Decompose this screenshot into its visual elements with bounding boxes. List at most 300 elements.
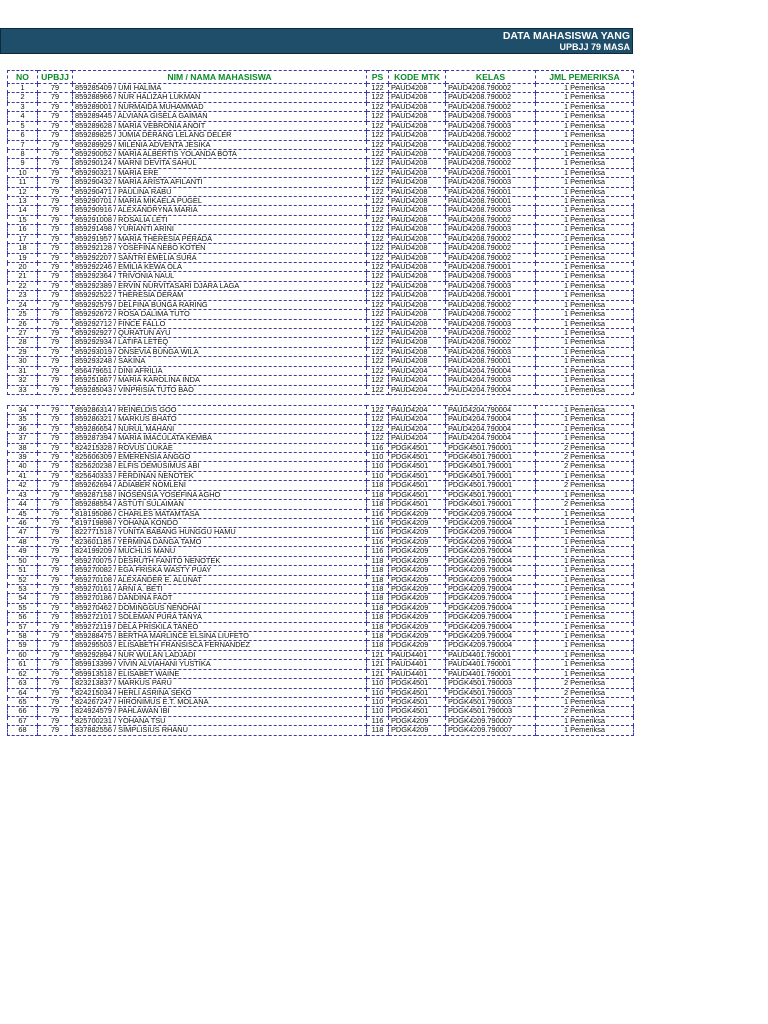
cell-kelas: PAUD4204.790004 (446, 434, 536, 443)
cell-jml-pemeriksa: 1 Pemeriksa (536, 415, 634, 424)
cell-ps: 122 (367, 424, 389, 433)
cell-ps: 116 (367, 528, 389, 537)
table-row (8, 462, 634, 471)
student-table (7, 70, 634, 736)
cell-kelas: PAUD4208.790002 (446, 84, 536, 93)
cell-nim-nama: 859270082 / EGA FRISKA WASTY PUAY (73, 566, 367, 575)
cell-upbjj: 79 (38, 215, 73, 224)
cell-ps: 118 (367, 594, 389, 603)
cell-ps: 122 (367, 149, 389, 158)
table-row (8, 594, 634, 603)
cell-upbjj: 79 (38, 112, 73, 121)
table-row (8, 603, 634, 612)
cell-kode-mtk: PAUD4401 (389, 660, 446, 669)
cell-upbjj: 79 (38, 168, 73, 177)
cell-nim-nama: 824215034 / HERLI ASRINA SEKO (73, 688, 367, 697)
cell-kode-mtk: PAUD4208 (389, 121, 446, 130)
table-row (8, 490, 634, 499)
cell-jml-pemeriksa: 1 Pemeriksa (536, 716, 634, 725)
cell-no: 17 (8, 234, 38, 243)
cell-nim-nama: 859292128 / YOSEFINA NEBO KOTEN (73, 244, 367, 253)
cell-jml-pemeriksa: 1 Pemeriksa (536, 291, 634, 300)
table-row (8, 112, 634, 121)
cell-upbjj: 79 (38, 547, 73, 556)
table-row (8, 159, 634, 168)
cell-ps: 122 (367, 84, 389, 93)
cell-kelas: PDGK4209.790004 (446, 632, 536, 641)
cell-kode-mtk: PAUD4208 (389, 93, 446, 102)
cell-upbjj: 79 (38, 225, 73, 234)
page-break-gap (8, 394, 634, 405)
cell-no: 44 (8, 500, 38, 509)
cell-ps: 118 (367, 726, 389, 735)
cell-no: 11 (8, 178, 38, 187)
cell-kelas: PAUD4208.790003 (446, 281, 536, 290)
cell-jml-pemeriksa: 1 Pemeriksa (536, 434, 634, 443)
cell-no: 37 (8, 434, 38, 443)
table-row (8, 319, 634, 328)
cell-upbjj: 79 (38, 149, 73, 158)
cell-ps: 122 (367, 102, 389, 111)
table-body (8, 84, 634, 736)
cell-kelas: PDGK4209.790004 (446, 594, 536, 603)
cell-upbjj: 79 (38, 584, 73, 593)
cell-jml-pemeriksa: 2 Pemeriksa (536, 688, 634, 697)
cell-upbjj: 79 (38, 405, 73, 414)
cell-kode-mtk: PAUD4208 (389, 84, 446, 93)
cell-ps: 118 (367, 632, 389, 641)
cell-jml-pemeriksa: 1 Pemeriksa (536, 310, 634, 319)
cell-jml-pemeriksa: 1 Pemeriksa (536, 178, 634, 187)
cell-kode-mtk: PAUD4208 (389, 319, 446, 328)
cell-jml-pemeriksa: 2 Pemeriksa (536, 443, 634, 452)
cell-upbjj: 79 (38, 434, 73, 443)
cell-kode-mtk: PAUD4208 (389, 281, 446, 290)
cell-kelas: PAUD4208.790001 (446, 187, 536, 196)
cell-jml-pemeriksa: 1 Pemeriksa (536, 357, 634, 366)
table-row (8, 518, 634, 527)
cell-no: 39 (8, 453, 38, 462)
cell-upbjj: 79 (38, 415, 73, 424)
cell-kelas: PDGK4501.790003 (446, 698, 536, 707)
table-row (8, 168, 634, 177)
cell-kode-mtk: PAUD4208 (389, 347, 446, 356)
cell-no: 18 (8, 244, 38, 253)
cell-jml-pemeriksa: 1 Pemeriksa (536, 556, 634, 565)
cell-nim-nama: 859289445 / ALVIANA GISELA GAIMAN (73, 112, 367, 121)
cell-nim-nama: 859289825 / JUMIA DERANG LELANG DELER (73, 131, 367, 140)
cell-kelas: PDGK4501.790001 (446, 453, 536, 462)
cell-kode-mtk: PAUD4208 (389, 272, 446, 281)
cell-upbjj: 79 (38, 471, 73, 480)
cell-upbjj: 79 (38, 500, 73, 509)
cell-kode-mtk: PDGK4501 (389, 707, 446, 716)
cell-no: 28 (8, 338, 38, 347)
cell-nim-nama: 859292579 / DELFINA BUNGA RARING (73, 300, 367, 309)
cell-kelas: PAUD4208.790002 (446, 253, 536, 262)
cell-no: 24 (8, 300, 38, 309)
cell-kode-mtk: PDGK4209 (389, 584, 446, 593)
cell-kelas: PDGK4501.790001 (446, 462, 536, 471)
cell-kelas: PDGK4501.790003 (446, 707, 536, 716)
cell-kelas: PDGK4209.790004 (446, 518, 536, 527)
cell-ps: 122 (367, 140, 389, 149)
cell-upbjj: 79 (38, 641, 73, 650)
cell-nim-nama: 824267247 / HIRONIMUS E.T. MOLANA (73, 698, 367, 707)
cell-jml-pemeriksa: 1 Pemeriksa (536, 328, 634, 337)
cell-no: 19 (8, 253, 38, 262)
cell-ps: 122 (367, 272, 389, 281)
cell-kode-mtk: PAUD4208 (389, 357, 446, 366)
cell-nim-nama: 859285409 / UMI HALIMA (73, 84, 367, 93)
cell-nim-nama: 859270075 / DESRUTH FANITO NENOTEK (73, 556, 367, 565)
cell-jml-pemeriksa: 1 Pemeriksa (536, 187, 634, 196)
cell-no: 67 (8, 716, 38, 725)
cell-ps: 122 (367, 300, 389, 309)
cell-no: 66 (8, 707, 38, 716)
cell-kode-mtk: PDGK4501 (389, 688, 446, 697)
table-row (8, 575, 634, 584)
cell-kelas: PDGK4209.790007 (446, 726, 536, 735)
cell-jml-pemeriksa: 2 Pemeriksa (536, 707, 634, 716)
cell-jml-pemeriksa: 1 Pemeriksa (536, 726, 634, 735)
cell-upbjj: 79 (38, 528, 73, 537)
cell-kelas: PAUD4208.790003 (446, 319, 536, 328)
cell-jml-pemeriksa: 1 Pemeriksa (536, 613, 634, 622)
cell-no: 68 (8, 726, 38, 735)
header-jml-pemeriksa: JML PEMERIKSA (536, 71, 634, 84)
cell-ps: 122 (367, 187, 389, 196)
cell-jml-pemeriksa: 1 Pemeriksa (536, 253, 634, 262)
cell-kode-mtk: PAUD4208 (389, 291, 446, 300)
cell-no: 29 (8, 347, 38, 356)
cell-no: 42 (8, 481, 38, 490)
cell-nim-nama: 859286314 / REINELDIS GOO (73, 405, 367, 414)
cell-upbjj: 79 (38, 93, 73, 102)
cell-kode-mtk: PDGK4501 (389, 471, 446, 480)
cell-kode-mtk: PAUD4208 (389, 140, 446, 149)
cell-nim-nama: 859270161 / ARNI A. BETI (73, 584, 367, 593)
cell-no: 14 (8, 206, 38, 215)
cell-no: 48 (8, 537, 38, 546)
cell-ps: 118 (367, 575, 389, 584)
cell-kode-mtk: PAUD4208 (389, 206, 446, 215)
cell-ps: 122 (367, 168, 389, 177)
cell-jml-pemeriksa: 1 Pemeriksa (536, 584, 634, 593)
table-row (8, 707, 634, 716)
cell-nim-nama: 824199209 / MUCHLIS MANU (73, 547, 367, 556)
cell-kelas: PAUD4208.790002 (446, 140, 536, 149)
cell-upbjj: 79 (38, 688, 73, 697)
cell-upbjj: 79 (38, 566, 73, 575)
cell-nim-nama: 859291498 / YURIANTI ARINI (73, 225, 367, 234)
cell-kelas: PDGK4209.790004 (446, 603, 536, 612)
cell-nim-nama: 859288475 / BERTHA MARLINCE ELSINA LIUFETO (73, 632, 367, 641)
cell-ps: 122 (367, 197, 389, 206)
table-row (8, 679, 634, 688)
cell-upbjj: 79 (38, 376, 73, 385)
cell-upbjj: 79 (38, 594, 73, 603)
cell-kode-mtk: PAUD4208 (389, 253, 446, 262)
cell-ps: 116 (367, 518, 389, 527)
cell-ps: 122 (367, 281, 389, 290)
cell-upbjj: 79 (38, 300, 73, 309)
cell-ps: 122 (367, 112, 389, 121)
cell-no: 36 (8, 424, 38, 433)
cell-ps: 122 (367, 253, 389, 262)
table-row (8, 93, 634, 102)
cell-kelas: PAUD4204.790004 (446, 415, 536, 424)
cell-upbjj: 79 (38, 366, 73, 375)
cell-kelas: PAUD4208.790002 (446, 310, 536, 319)
cell-nim-nama: 859251867 / MARIA KAROLINA INDA (73, 376, 367, 385)
cell-jml-pemeriksa: 1 Pemeriksa (536, 131, 634, 140)
cell-ps: 121 (367, 660, 389, 669)
cell-kelas: PAUD4401.790001 (446, 660, 536, 669)
cell-jml-pemeriksa: 1 Pemeriksa (536, 698, 634, 707)
cell-kode-mtk: PDGK4501 (389, 453, 446, 462)
table-row (8, 547, 634, 556)
table-row (8, 300, 634, 309)
cell-nim-nama: 859290052 / MARIA ALBERTIS YOLANDA BOTA (73, 149, 367, 158)
cell-nim-nama: 825640333 / FERDINAN NENOTEK (73, 471, 367, 480)
cell-ps: 122 (367, 357, 389, 366)
cell-upbjj: 79 (38, 650, 73, 659)
cell-upbjj: 79 (38, 490, 73, 499)
cell-nim-nama: 856479651 / DINI AFRILIA (73, 366, 367, 375)
cell-no: 43 (8, 490, 38, 499)
cell-ps: 116 (367, 547, 389, 556)
cell-no: 4 (8, 112, 38, 121)
cell-ps: 118 (367, 603, 389, 612)
cell-kelas: PAUD4204.790004 (446, 385, 536, 394)
cell-no: 45 (8, 509, 38, 518)
cell-ps: 118 (367, 490, 389, 499)
cell-upbjj: 79 (38, 632, 73, 641)
cell-upbjj: 79 (38, 509, 73, 518)
table-row (8, 121, 634, 130)
cell-jml-pemeriksa: 1 Pemeriksa (536, 471, 634, 480)
cell-kode-mtk: PDGK4209 (389, 528, 446, 537)
table-row (8, 263, 634, 272)
cell-kode-mtk: PDGK4501 (389, 443, 446, 452)
cell-nim-nama: 859292894 / NUR WULAN LADJADI (73, 650, 367, 659)
cell-kelas: PAUD4208.790002 (446, 102, 536, 111)
cell-jml-pemeriksa: 1 Pemeriksa (536, 300, 634, 309)
header-no: NO (8, 71, 38, 84)
cell-jml-pemeriksa: 1 Pemeriksa (536, 660, 634, 669)
cell-kode-mtk: PAUD4208 (389, 310, 446, 319)
cell-upbjj: 79 (38, 726, 73, 735)
cell-kelas: PDGK4209.790004 (446, 613, 536, 622)
cell-ps: 122 (367, 415, 389, 424)
cell-no: 5 (8, 121, 38, 130)
cell-no: 23 (8, 291, 38, 300)
table-row (8, 253, 634, 262)
cell-kelas: PDGK4209.790004 (446, 566, 536, 575)
cell-no: 32 (8, 376, 38, 385)
cell-kode-mtk: PAUD4208 (389, 263, 446, 272)
table-row (8, 434, 634, 443)
table-row (8, 443, 634, 452)
cell-kelas: PAUD4208.790002 (446, 338, 536, 347)
cell-jml-pemeriksa: 1 Pemeriksa (536, 366, 634, 375)
cell-jml-pemeriksa: 1 Pemeriksa (536, 244, 634, 253)
cell-kode-mtk: PDGK4209 (389, 726, 446, 735)
cell-kode-mtk: PAUD4401 (389, 650, 446, 659)
table-row (8, 622, 634, 631)
cell-no: 13 (8, 197, 38, 206)
table-row (8, 613, 634, 622)
cell-kelas: PAUD4208.790003 (446, 272, 536, 281)
cell-upbjj: 79 (38, 707, 73, 716)
cell-jml-pemeriksa: 1 Pemeriksa (536, 641, 634, 650)
cell-upbjj: 79 (38, 178, 73, 187)
cell-nim-nama: 859291957 / MARIA THERESIA PERADA (73, 234, 367, 243)
cell-jml-pemeriksa: 2 Pemeriksa (536, 481, 634, 490)
cell-kode-mtk: PAUD4401 (389, 669, 446, 678)
cell-upbjj: 79 (38, 328, 73, 337)
cell-upbjj: 79 (38, 310, 73, 319)
cell-ps: 118 (367, 500, 389, 509)
cell-nim-nama: 859270108 / ALEXANDER E. ALUNAT (73, 575, 367, 584)
cell-jml-pemeriksa: 2 Pemeriksa (536, 500, 634, 509)
table-row (8, 291, 634, 300)
cell-upbjj: 79 (38, 698, 73, 707)
cell-upbjj: 79 (38, 679, 73, 688)
cell-no: 65 (8, 698, 38, 707)
cell-upbjj: 79 (38, 291, 73, 300)
cell-upbjj: 79 (38, 347, 73, 356)
cell-jml-pemeriksa: 2 Pemeriksa (536, 462, 634, 471)
cell-kelas: PAUD4208.790003 (446, 347, 536, 356)
cell-kode-mtk: PDGK4501 (389, 481, 446, 490)
cell-ps: 122 (367, 244, 389, 253)
cell-upbjj: 79 (38, 187, 73, 196)
cell-kelas: PAUD4208.790003 (446, 178, 536, 187)
cell-no: 64 (8, 688, 38, 697)
cell-nim-nama: 859287158 / INOSENSIA YOSEFINA AGHO (73, 490, 367, 499)
cell-ps: 122 (367, 159, 389, 168)
table-row (8, 366, 634, 375)
cell-kode-mtk: PAUD4208 (389, 187, 446, 196)
cell-jml-pemeriksa: 1 Pemeriksa (536, 424, 634, 433)
cell-kode-mtk: PDGK4209 (389, 613, 446, 622)
cell-jml-pemeriksa: 1 Pemeriksa (536, 112, 634, 121)
cell-kode-mtk: PDGK4501 (389, 698, 446, 707)
cell-kode-mtk: PDGK4209 (389, 518, 446, 527)
cell-kelas: PAUD4208.790001 (446, 357, 536, 366)
cell-jml-pemeriksa: 1 Pemeriksa (536, 566, 634, 575)
table-row (8, 584, 634, 593)
cell-ps: 116 (367, 443, 389, 452)
cell-nim-nama: 859289001 / NURMAIDA MUHAMMAD (73, 102, 367, 111)
cell-jml-pemeriksa: 1 Pemeriksa (536, 632, 634, 641)
cell-nim-nama: 859290701 / MARIA MIKAELA PUGEL (73, 197, 367, 206)
cell-upbjj: 79 (38, 518, 73, 527)
cell-no: 3 (8, 102, 38, 111)
table-row (8, 385, 634, 394)
cell-no: 35 (8, 415, 38, 424)
cell-kelas: PAUD4208.790002 (446, 215, 536, 224)
table-row (8, 140, 634, 149)
cell-nim-nama: 859289628 / MARIA VEBRONIA ANOIT (73, 121, 367, 130)
cell-kelas: PDGK4209.790007 (446, 716, 536, 725)
cell-ps: 122 (367, 178, 389, 187)
cell-upbjj: 79 (38, 140, 73, 149)
cell-ps: 118 (367, 584, 389, 593)
cell-no: 1 (8, 84, 38, 93)
cell-kode-mtk: PAUD4208 (389, 168, 446, 177)
table-row (8, 632, 634, 641)
cell-kode-mtk: PAUD4208 (389, 300, 446, 309)
cell-nim-nama: 823213837 / MARKUS PARU (73, 679, 367, 688)
cell-kode-mtk: PAUD4208 (389, 178, 446, 187)
cell-kelas: PDGK4209.790004 (446, 622, 536, 631)
table-row (8, 149, 634, 158)
cell-jml-pemeriksa: 1 Pemeriksa (536, 376, 634, 385)
cell-nim-nama: 823601185 / YERMINA DANGA TAMO (73, 537, 367, 546)
cell-jml-pemeriksa: 1 Pemeriksa (536, 93, 634, 102)
cell-upbjj: 79 (38, 453, 73, 462)
table-row (8, 716, 634, 725)
cell-jml-pemeriksa: 1 Pemeriksa (536, 272, 634, 281)
cell-kode-mtk: PDGK4209 (389, 509, 446, 518)
cell-kelas: PDGK4501.790001 (446, 481, 536, 490)
cell-no: 61 (8, 660, 38, 669)
cell-ps: 122 (367, 319, 389, 328)
cell-nim-nama: 824215328 / ROVUS LIUKAE (73, 443, 367, 452)
header-ps: PS (367, 71, 389, 84)
cell-no: 46 (8, 518, 38, 527)
table-row (8, 225, 634, 234)
cell-no: 8 (8, 149, 38, 158)
cell-upbjj: 79 (38, 281, 73, 290)
cell-upbjj: 79 (38, 272, 73, 281)
cell-upbjj: 79 (38, 234, 73, 243)
cell-no: 31 (8, 366, 38, 375)
cell-jml-pemeriksa: 1 Pemeriksa (536, 140, 634, 149)
cell-kode-mtk: PDGK4209 (389, 603, 446, 612)
table-row (8, 310, 634, 319)
cell-ps: 118 (367, 566, 389, 575)
cell-no: 2 (8, 93, 38, 102)
cell-nim-nama: 822771518 / YUNITA BABANG HUNGGU HAMU (73, 528, 367, 537)
cell-upbjj: 79 (38, 84, 73, 93)
cell-nim-nama: 825606309 / EMERENSIA ANGGO (73, 453, 367, 462)
cell-no: 20 (8, 263, 38, 272)
cell-ps: 110 (367, 462, 389, 471)
cell-ps: 122 (367, 234, 389, 243)
cell-kelas: PDGK4209.790004 (446, 641, 536, 650)
cell-kelas: PAUD4208.790002 (446, 131, 536, 140)
cell-no: 60 (8, 650, 38, 659)
table-row (8, 424, 634, 433)
cell-nim-nama: 859292934 / LATIFA LETEQ (73, 338, 367, 347)
cell-kelas: PAUD4204.790003 (446, 376, 536, 385)
table-row (8, 272, 634, 281)
title-banner (0, 28, 633, 54)
cell-jml-pemeriksa: 1 Pemeriksa (536, 490, 634, 499)
cell-jml-pemeriksa: 1 Pemeriksa (536, 281, 634, 290)
header-kode-mtk: KODE MTK (389, 71, 446, 84)
table-row (8, 197, 634, 206)
cell-ps: 118 (367, 613, 389, 622)
cell-nim-nama: 859291008 / ROSALIA LETI (73, 215, 367, 224)
cell-ps: 122 (367, 434, 389, 443)
cell-kelas: PDGK4209.790004 (446, 537, 536, 546)
cell-kode-mtk: PAUD4208 (389, 215, 446, 224)
